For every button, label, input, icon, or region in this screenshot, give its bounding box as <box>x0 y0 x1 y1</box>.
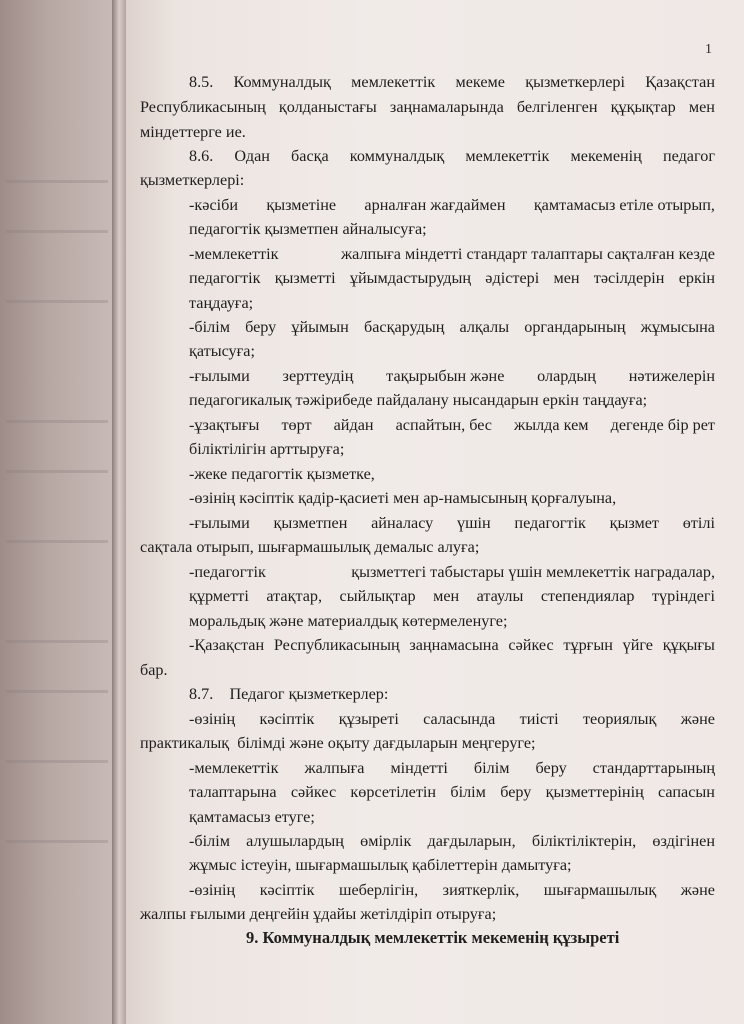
list-item: -ғылыми зерттеудің тақырыбын және олардың нәтижелерін <box>189 367 715 385</box>
list-item-continuation: қатысуға; <box>189 342 255 360</box>
list-item: -ғылыми қызметпен айналасу үшін педагогтік қызмет өтілі <box>189 514 715 532</box>
list-item-continuation: қамтамасыз етуге; <box>189 808 315 826</box>
list-item-continuation: бар. <box>140 661 168 679</box>
list-item-continuation: педагогтік қызметті ұйымдастырудың әдістері мен тәсілдерін еркін <box>189 269 715 287</box>
list-item: -Қазақстан Республикасының заңнамасына сәйкес тұрғын үйге құқығы <box>189 636 715 654</box>
list-item: -өзінің кәсіптік қадір-қасиеті мен ар-намысының қорғалуына, <box>189 489 617 507</box>
para-8-5-line-2: Республикасының қолданыстағы заңнамаларында белгіленген құқықтар мен <box>140 98 715 116</box>
list-item-continuation: жалпы ғылыми деңгейін ұдайы жетілдіріп отыруға; <box>140 905 497 923</box>
list-item-continuation: біліктілігін арттыруға; <box>189 440 345 458</box>
list-item-continuation: таңдауға; <box>189 294 254 312</box>
para-8-7-line-1: 8.7. Педагог қызметкерлер: <box>189 685 389 703</box>
list-item: -білім беру ұйымын басқарудың алқалы органдарының жұмысына <box>189 318 715 336</box>
list-item-continuation: практикалық білімді және оқыту дағдыларын меңгеруге; <box>140 734 536 752</box>
para-8-6-line-1: 8.6. Одан басқа коммуналдық мемлекеттік мекеменің педагог <box>189 147 715 165</box>
para-8-5-line-1: 8.5. Коммуналдық мемлекеттік мекеме қызметкерлері Қазақстан <box>189 73 715 91</box>
list-item-continuation: педагогтік қызметпен айналысуға; <box>189 220 427 238</box>
list-item: -мемлекеттік жалпыға міндетті стандарт талаптары сақталған кезде <box>189 245 715 263</box>
list-item-continuation: жұмыс істеуін, шығармашылық қабілеттерін дамытуға; <box>189 856 572 874</box>
page-number: 1 <box>705 42 712 57</box>
para-8-6-line-2: қызметкерлері: <box>140 171 245 189</box>
list-item-continuation: құрметті атақтар, сыйлықтар мен атаулы степендиялар түріндегі <box>189 587 715 605</box>
list-item-continuation: сақтала отырып, шығармашылық демалыс алуға; <box>140 538 480 556</box>
list-item-continuation: моральдық және материалдық көтермеленуге; <box>189 612 508 630</box>
list-item: -педагогтік қызметтегі табыстары үшін мемлекеттік наградалар, <box>189 563 715 581</box>
para-8-5-line-3: міндеттерге ие. <box>140 123 246 141</box>
list-item: -жеке педагогтік қызметке, <box>189 465 375 483</box>
previous-page-edge <box>0 0 118 1024</box>
list-item: -мемлекеттік жалпыға міндетті білім беру стандарттарының <box>189 759 715 777</box>
list-item: -кәсіби қызметіне арналған жағдаймен қамтамасыз етіле отырып, <box>189 196 715 214</box>
list-item: -өзінің кәсіптік құзыреті саласында тиісті теориялық және <box>189 710 715 728</box>
list-item: -ұзақтығы төрт айдан аспайтын, бес жылда кем дегенде бір рет <box>189 416 715 434</box>
list-item-continuation: талаптарына сәйкес көрсетілетін білім беру қызметтерінің сапасын <box>189 783 715 801</box>
section-heading: 9. Коммуналдық мемлекеттік мекеменің құзыреті <box>246 928 620 947</box>
list-item: -өзінің кәсіптік шеберлігін, зияткерлік, шығармашылық және <box>189 881 715 899</box>
list-item: -білім алушылардың өмірлік дағдыларын, біліктіліктерін, өздігінен <box>189 832 715 850</box>
list-item-continuation: педагогикалық тәжірибеде пайдалану нысандарын еркін таңдауға; <box>189 391 648 409</box>
